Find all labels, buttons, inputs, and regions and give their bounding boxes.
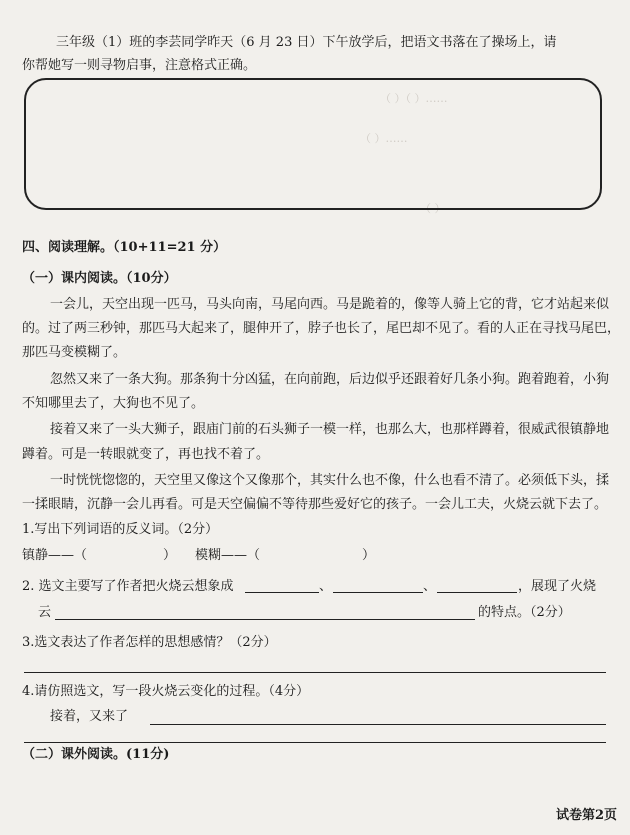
q2-separator: 、 xyxy=(319,579,333,594)
q4-answer-line-1[interactable] xyxy=(150,724,606,725)
q2-continuation: ，展现了火烧 xyxy=(518,579,597,594)
antonym-left-blank[interactable]: ） xyxy=(163,548,177,563)
q2-blank-4[interactable] xyxy=(55,619,475,620)
part2-heading: （二）课外阅读。(11分) xyxy=(22,747,170,762)
q2-line2-end: 的特点。（2分） xyxy=(478,605,571,620)
passage-line: 接着又来了一头大狮子，跟庙门前的石头狮子一模一样，也那么大，也那样蹲着，很威武很镇静地 xyxy=(50,422,610,437)
section-heading: 四、阅读理解。（10+11=21 分） xyxy=(22,240,227,255)
task-instruction-line1: 三年级（1）班的李芸同学昨天（6 月 23 日）下午放学后，把语文书落在了操场上，请 xyxy=(56,35,557,50)
q3-answer-line[interactable] xyxy=(24,672,606,673)
passage-line: 忽然又来了一条大狗。那条狗十分凶猛，在向前跑，后边似乎还跟着好几条小狗。跑着跑着，小狗 xyxy=(50,372,610,387)
passage-line: 那匹马变模糊了。 xyxy=(22,345,127,360)
task-instruction-line2: 你帮她写一则寻物启事，注意格式正确。 xyxy=(22,58,257,73)
q2-line2-start: 云 xyxy=(38,605,52,620)
passage-line: 不知哪里去了，大狗也不见了。 xyxy=(22,396,205,411)
passage-line: 一揉眼睛，沉静一会儿再看。可是天空偏偏不等待那些爱好它的孩子。一会儿工夫，火烧云就下去了。 xyxy=(22,497,608,512)
passage-line: 的。过了两三秒钟，那匹马大起来了，腿伸开了，脖子也长了，尾巴却不见了。看的人正在寻找马尾巴， xyxy=(22,321,621,336)
question-2: 2. 选文主要写了作者把火烧云想象成 xyxy=(22,579,234,594)
bleed-through-text: （ ） xyxy=(420,202,446,215)
antonym-left-label: 镇静——（ xyxy=(22,548,88,563)
q4-answer-line-2[interactable] xyxy=(24,742,606,743)
page-number: 试卷第2页 xyxy=(556,808,618,823)
passage-line: 一会儿，天空出现一匹马，马头向南，马尾向西。马是跪着的，像等人骑上它的背，它才站起来似 xyxy=(50,297,610,312)
question-1: 1.写出下列词语的反义词。（2分） xyxy=(22,522,219,537)
antonym-right-label: 模糊——（ xyxy=(195,548,261,563)
q2-blank-1[interactable] xyxy=(245,592,319,593)
question-4: 4.请仿照选文，写一段火烧云变化的过程。（4分） xyxy=(22,684,310,699)
q2-blank-2[interactable] xyxy=(333,592,423,593)
bleed-through-text: （ ）…… xyxy=(360,132,408,145)
question-3: 3.选文表达了作者怎样的思想感情？（2分） xyxy=(22,635,277,650)
passage-line: 蹲着。可是一转眼就变了，再也找不着了。 xyxy=(22,447,270,462)
q4-start-text: 接着，又来了 xyxy=(50,709,129,724)
antonym-right-blank[interactable]: ） xyxy=(362,548,376,563)
bleed-through-text: （ ）（ ）…… xyxy=(380,92,448,105)
passage-line: 一时恍恍惚惚的，天空里又像这个又像那个，其实什么也不像，什么也看不清了。必须低下头，揉 xyxy=(50,473,610,488)
answer-box[interactable] xyxy=(24,78,602,210)
part1-heading: （一）课内阅读。（10分） xyxy=(22,271,177,286)
q2-blank-3[interactable] xyxy=(437,592,517,593)
q2-separator: 、 xyxy=(423,579,437,594)
